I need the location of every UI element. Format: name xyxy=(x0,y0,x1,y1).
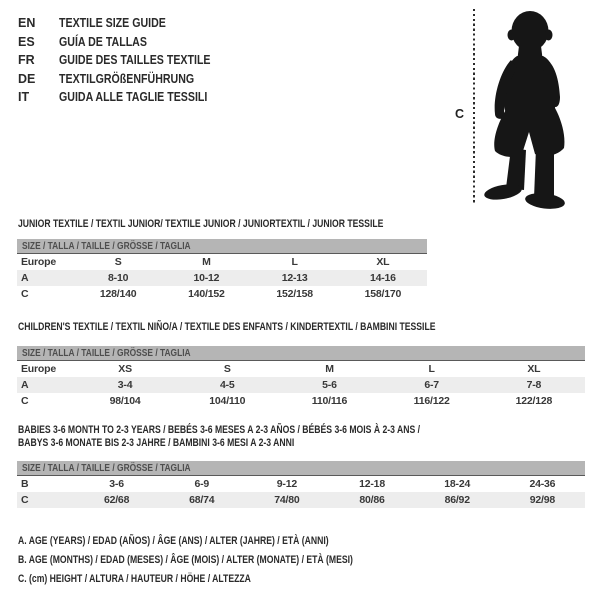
table-row xyxy=(17,492,585,508)
row-label-cell: C xyxy=(21,288,29,300)
row-label-cell: Europe xyxy=(21,256,56,268)
value-cell: 9-12 xyxy=(276,478,297,490)
table-row xyxy=(17,270,427,286)
language-code: FR xyxy=(18,53,35,68)
size-header-bar xyxy=(17,239,427,254)
language-row xyxy=(18,33,237,52)
language-row xyxy=(18,51,237,70)
size-guide-section-babies xyxy=(18,424,556,506)
language-list xyxy=(18,14,237,107)
value-cell: 110/116 xyxy=(311,395,348,407)
size-table xyxy=(17,254,427,302)
value-cell: 158/170 xyxy=(364,288,402,300)
row-label-cell: Europe xyxy=(21,363,56,375)
size-header-label: SIZE / TALLA / TAILLE / GRÖSSE / TAGLIA xyxy=(22,240,191,252)
size-header-bar xyxy=(17,346,585,361)
baby-silhouette-icon xyxy=(479,2,579,210)
section-title-line: CHILDREN'S TEXTILE / TEXTIL NIÑO/A / TEXTILE DES ENFANTS / KINDERTEXTIL / BAMBINI TESSILE xyxy=(18,321,436,333)
size-header-bar xyxy=(17,461,585,476)
value-cell: 14-16 xyxy=(339,270,427,286)
table-row xyxy=(17,377,585,393)
value-cell: 10-12 xyxy=(162,270,250,286)
section-title xyxy=(18,218,475,231)
language-title: GUÍA DE TALLAS xyxy=(59,34,147,49)
section-title xyxy=(18,321,540,334)
value-cell: S xyxy=(114,256,122,268)
size-table-container xyxy=(17,461,585,508)
language-code: DE xyxy=(18,71,36,86)
language-title: GUIDE DES TAILLES TEXTILE xyxy=(59,53,211,68)
size-guide-section-junior xyxy=(18,218,475,300)
language-code: IT xyxy=(18,90,30,105)
value-cell: 18-24 xyxy=(444,478,471,490)
value-cell: 3-4 xyxy=(74,377,176,393)
value-cell: 86/92 xyxy=(415,492,500,508)
value-cell: 116/122 xyxy=(413,395,450,407)
value-cell: 80/86 xyxy=(329,492,414,508)
value-cell: L xyxy=(291,256,298,268)
footnote: B. AGE (MONTHS) / EDAD (MESES) / ÂGE (MOIS) / ALTER (MONATE) / ETÀ (MESI) xyxy=(18,553,353,566)
row-label-cell: C xyxy=(21,395,29,407)
value-cell: 152/158 xyxy=(276,288,313,300)
section-title-line: BABYS 3-6 MONATE BIS 2-3 JAHRE / BAMBINI 3-6 MESI A 2-3 ANNI xyxy=(18,437,295,449)
language-row xyxy=(18,88,237,107)
value-cell: S xyxy=(223,363,231,375)
footnote: C. (cm) HEIGHT / ALTURA / HAUTEUR / HÖHE / ALTEZZA xyxy=(18,572,251,585)
size-table xyxy=(17,361,585,409)
value-cell: 12-18 xyxy=(359,478,385,490)
table-row xyxy=(17,286,427,302)
language-row xyxy=(18,14,237,33)
language-code: EN xyxy=(18,16,36,30)
value-cell: 8-10 xyxy=(74,270,162,286)
value-cell: 122/128 xyxy=(515,395,553,407)
value-cell: 24-36 xyxy=(529,478,556,490)
row-label-cell: C xyxy=(17,492,74,508)
height-label: C xyxy=(455,107,465,121)
value-cell: 6-9 xyxy=(194,478,210,490)
footnotes xyxy=(18,532,437,588)
value-cell: 3-6 xyxy=(109,478,124,490)
value-cell: 12-13 xyxy=(251,270,339,286)
row-label-cell: A xyxy=(17,270,74,286)
size-table-container xyxy=(17,239,427,302)
row-label-cell: A xyxy=(17,377,74,393)
value-cell: 4-5 xyxy=(176,377,278,393)
value-cell: 74/80 xyxy=(244,492,329,508)
value-cell: 98/104 xyxy=(109,395,141,407)
language-title: TEXTILGRÖßENFÜHRUNG xyxy=(59,71,195,86)
size-table xyxy=(17,476,585,508)
size-table-container xyxy=(17,346,585,409)
value-cell: 7-8 xyxy=(483,377,585,393)
language-code: ES xyxy=(18,34,35,49)
language-title: GUIDA ALLE TAGLIE TESSILI xyxy=(59,90,208,105)
table-row xyxy=(17,476,585,492)
language-row xyxy=(18,70,237,89)
section-title-line: BABIES 3-6 MONTH TO 2-3 YEARS / BEBÉS 3-6 MESES A 2-3 AÑOS / BÉBÉS 3-6 MOIS À 2-3 ANS / xyxy=(18,424,421,436)
value-cell: M xyxy=(325,363,334,375)
section-title-line: JUNIOR TEXTILE / TEXTIL JUNIOR/ TEXTILE JUNIOR / JUNIORTEXTIL / JUNIOR TESSILE xyxy=(18,218,384,230)
value-cell: 68/74 xyxy=(159,492,244,508)
row-label-cell: B xyxy=(21,478,29,490)
value-cell: M xyxy=(202,256,211,268)
table-row xyxy=(17,254,427,270)
size-header-label: SIZE / TALLA / TAILLE / GRÖSSE / TAGLIA xyxy=(22,347,191,359)
language-title: TEXTILE SIZE GUIDE xyxy=(59,16,166,30)
value-cell: 92/98 xyxy=(500,492,585,508)
size-guide-section-children xyxy=(18,321,553,407)
size-header-label: SIZE / TALLA / TAILLE / GRÖSSE / TAGLIA xyxy=(22,462,191,474)
value-cell: XS xyxy=(118,363,132,375)
table-row xyxy=(17,361,585,377)
value-cell: XL xyxy=(376,256,390,268)
value-cell: 128/140 xyxy=(99,288,137,300)
value-cell: 140/152 xyxy=(188,288,225,300)
height-measure-line xyxy=(473,9,475,205)
section-title xyxy=(18,424,521,450)
value-cell: 5-6 xyxy=(278,377,380,393)
footnote: A. AGE (YEARS) / EDAD (AÑOS) / ÂGE (ANS) / ALTER (JAHRE) / ETÀ (ANNI) xyxy=(18,535,329,547)
value-cell: 6-7 xyxy=(381,377,483,393)
value-cell: 62/68 xyxy=(74,492,159,508)
table-row xyxy=(17,393,585,409)
value-cell: L xyxy=(428,363,435,375)
value-cell: XL xyxy=(527,363,541,375)
value-cell: 104/110 xyxy=(209,395,246,407)
